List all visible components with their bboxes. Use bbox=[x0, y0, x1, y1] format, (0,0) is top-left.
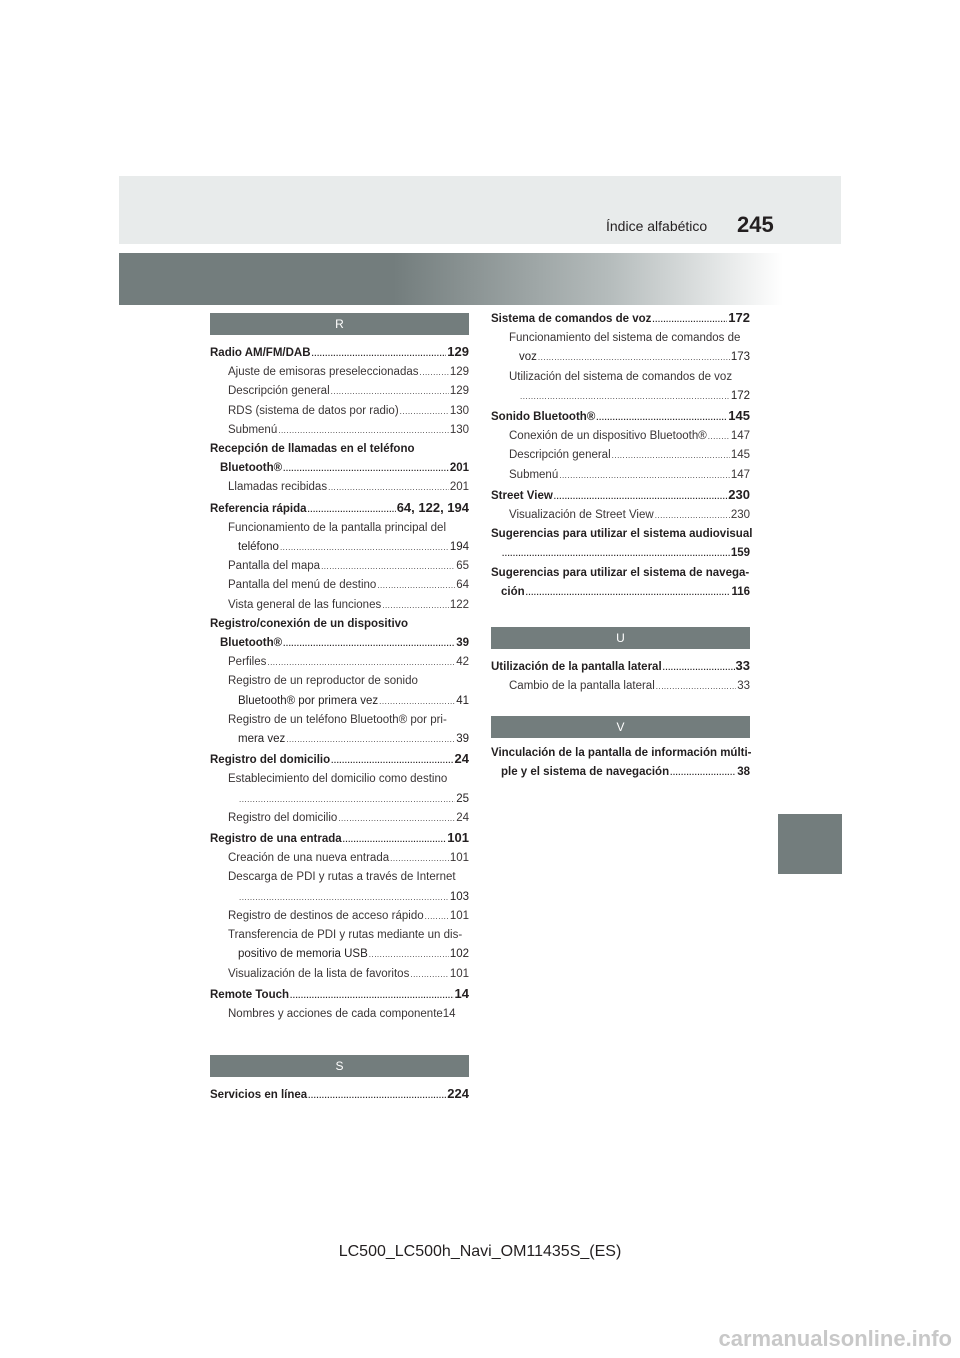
index-entry[interactable] bbox=[210, 634, 469, 653]
index-entry[interactable] bbox=[491, 656, 750, 677]
leader-dots bbox=[382, 596, 449, 615]
entry-label: Pantalla del mapa bbox=[228, 560, 321, 573]
entry-label: Nombres y acciones de cada componente14 bbox=[228, 1007, 456, 1020]
index-entry[interactable] bbox=[491, 583, 750, 602]
index-list-v bbox=[491, 744, 750, 782]
leader-dots bbox=[331, 751, 453, 770]
index-entry[interactable] bbox=[210, 498, 469, 519]
entry-page-number: 39 bbox=[456, 637, 469, 650]
index-entry[interactable] bbox=[210, 984, 469, 1005]
entry-page-number: 103 bbox=[449, 890, 469, 903]
index-subentry[interactable] bbox=[210, 770, 469, 789]
leader-dots bbox=[338, 809, 455, 828]
entry-label: Descripción general bbox=[228, 385, 330, 398]
index-subentry[interactable] bbox=[491, 348, 750, 367]
entry-page-number: 230 bbox=[728, 486, 750, 502]
entry-label: Registro/conexión de un dispositivo bbox=[210, 617, 409, 630]
leader-dots bbox=[526, 583, 731, 602]
leader-dots bbox=[520, 387, 730, 406]
index-entry[interactable] bbox=[491, 525, 753, 544]
entry-label: Sonido Bluetooth® bbox=[491, 411, 596, 424]
leader-dots bbox=[670, 763, 736, 782]
page-number: 245 bbox=[737, 212, 774, 237]
document-footer: LC500_LC500h_Navi_OM11435S_(ES) bbox=[338, 1243, 622, 1260]
index-subentry[interactable] bbox=[210, 672, 469, 691]
entry-page-number: 145 bbox=[730, 449, 750, 462]
entry-page-number: 24 bbox=[454, 751, 469, 767]
entry-label: mera vez bbox=[238, 733, 286, 746]
index-entry[interactable] bbox=[210, 749, 469, 770]
entry-page-number: 173 bbox=[730, 351, 750, 364]
index-subentry[interactable] bbox=[491, 446, 750, 465]
entry-label: Registro del domicilio bbox=[228, 811, 338, 824]
entry-label: positivo de memoria USB bbox=[238, 948, 368, 961]
index-subentry[interactable] bbox=[210, 790, 469, 809]
index-subentry[interactable] bbox=[210, 421, 469, 440]
entry-page-number: 101 bbox=[449, 852, 469, 865]
leader-dots bbox=[655, 506, 730, 525]
entry-label: Registro de destinos de acceso rápido bbox=[228, 909, 424, 922]
index-subentry[interactable] bbox=[210, 402, 469, 421]
section-header-v: V bbox=[491, 716, 750, 738]
index-entry[interactable] bbox=[210, 459, 469, 478]
entry-page-number: 130 bbox=[449, 423, 469, 436]
entry-page-number: 33 bbox=[737, 680, 750, 693]
leader-dots bbox=[708, 427, 730, 446]
leader-dots bbox=[400, 402, 449, 421]
entry-page-number: 33 bbox=[735, 658, 750, 673]
leader-dots bbox=[596, 408, 727, 427]
section-gradient-band bbox=[119, 253, 841, 305]
header-title: Índice alfabético bbox=[606, 218, 708, 234]
index-entry[interactable] bbox=[210, 615, 469, 634]
watermark: carmanualsonline.info bbox=[718, 1326, 952, 1351]
leader-dots bbox=[331, 382, 449, 401]
entry-page-number: 14 bbox=[454, 985, 469, 1001]
entry-page-number: 25 bbox=[456, 792, 469, 805]
index-subentry[interactable] bbox=[210, 711, 469, 730]
entry-page-number: 147 bbox=[730, 430, 750, 443]
entry-page-number: 159 bbox=[730, 547, 750, 560]
index-entry[interactable] bbox=[491, 763, 750, 782]
index-entry[interactable] bbox=[210, 342, 469, 363]
index-subentry[interactable] bbox=[210, 888, 469, 907]
leader-dots bbox=[559, 466, 730, 485]
entry-label: Creación de una nueva entrada bbox=[228, 852, 390, 865]
leader-dots bbox=[379, 692, 455, 711]
entry-label: Descripción general bbox=[509, 449, 611, 462]
index-subentry[interactable] bbox=[210, 926, 469, 945]
index-entry[interactable] bbox=[491, 406, 750, 427]
index-subentry[interactable] bbox=[491, 329, 750, 348]
leader-dots bbox=[278, 421, 449, 440]
leader-dots bbox=[280, 538, 449, 557]
entry-label: Submenú bbox=[228, 423, 278, 436]
index-entry[interactable] bbox=[491, 485, 750, 506]
index-subentry[interactable] bbox=[210, 596, 469, 615]
index-subentry[interactable] bbox=[491, 677, 750, 696]
entry-label: Remote Touch bbox=[210, 988, 290, 1001]
index-subentry[interactable] bbox=[210, 382, 469, 401]
index-subentry[interactable] bbox=[210, 519, 469, 538]
index-subentry[interactable] bbox=[210, 538, 469, 557]
leader-dots bbox=[308, 500, 396, 519]
index-list-s bbox=[210, 1084, 469, 1105]
entry-label: Vista general de las funciones bbox=[228, 598, 382, 611]
entry-label: Referencia rápida bbox=[210, 502, 307, 515]
index-entry[interactable] bbox=[491, 308, 750, 329]
entry-label: Conexión de un dispositivo Bluetooth® bbox=[509, 430, 707, 443]
index-subentry[interactable] bbox=[210, 945, 469, 964]
leader-dots bbox=[425, 907, 449, 926]
entry-label: Perfiles bbox=[228, 656, 267, 669]
entry-label: Sistema de comandos de voz bbox=[491, 313, 652, 325]
entry-page-number: 129 bbox=[447, 344, 469, 359]
leader-dots bbox=[283, 634, 455, 653]
entry-page-number: 42 bbox=[456, 656, 469, 669]
index-entry[interactable] bbox=[210, 828, 469, 849]
entry-label: Bluetooth® bbox=[220, 462, 283, 475]
entry-label: Registro de un reproductor de sonido bbox=[228, 675, 418, 688]
entry-label: Transferencia de PDI y rutas mediante un dis- bbox=[228, 929, 463, 942]
index-subentry[interactable] bbox=[210, 1005, 469, 1024]
entry-label: Submenú bbox=[509, 468, 559, 481]
entry-label: Vinculación de la pantalla de información múlti- bbox=[491, 747, 752, 759]
entry-label: ción bbox=[501, 585, 525, 598]
entry-label: Sugerencias para utilizar el sistema audiovisual bbox=[491, 528, 753, 541]
entry-label: ple y el sistema de navegación bbox=[501, 766, 670, 779]
leader-dots bbox=[369, 945, 449, 964]
entry-label: Servicios en línea bbox=[210, 1089, 308, 1101]
leader-dots bbox=[286, 730, 455, 749]
index-entry[interactable] bbox=[491, 564, 750, 583]
leader-dots bbox=[308, 1086, 446, 1105]
leader-dots bbox=[290, 986, 454, 1005]
entry-page-number: 122 bbox=[449, 598, 469, 611]
index-subentry[interactable] bbox=[210, 557, 469, 576]
entry-label: Street View bbox=[491, 489, 553, 502]
entry-label: teléfono bbox=[238, 541, 279, 554]
entry-page-number: 130 bbox=[449, 404, 469, 417]
entry-label: Visualización de la lista de favoritos bbox=[228, 967, 410, 980]
entry-page-number: 201 bbox=[449, 481, 469, 494]
entry-page-number: 129 bbox=[449, 366, 469, 379]
index-subentry[interactable] bbox=[210, 849, 469, 868]
index-entry[interactable] bbox=[210, 1084, 469, 1105]
entry-page-number: 101 bbox=[449, 967, 469, 980]
leader-dots bbox=[239, 888, 449, 907]
index-subentry[interactable] bbox=[210, 692, 469, 711]
chapter-side-tab bbox=[778, 814, 842, 874]
section-header-u: U bbox=[491, 627, 750, 649]
entry-page-number: 201 bbox=[449, 462, 469, 475]
entry-page-number: 24 bbox=[456, 811, 469, 824]
entry-label: Registro del domicilio bbox=[210, 754, 331, 767]
index-subentry[interactable] bbox=[210, 868, 469, 887]
index-subentry[interactable] bbox=[491, 506, 750, 525]
entry-page-number: 41 bbox=[456, 694, 469, 707]
entry-label: Radio AM/FM/DAB bbox=[210, 347, 311, 359]
index-subentry[interactable] bbox=[210, 965, 469, 984]
entry-page-number: 39 bbox=[456, 733, 469, 746]
leader-dots bbox=[283, 459, 449, 478]
entry-page-number: 129 bbox=[449, 385, 469, 398]
leader-dots bbox=[410, 965, 448, 984]
leader-dots bbox=[239, 790, 455, 809]
entry-label: Sugerencias para utilizar el sistema de navega- bbox=[491, 566, 750, 579]
entry-label: Pantalla del menú de destino bbox=[228, 579, 377, 592]
leader-dots bbox=[538, 348, 730, 367]
index-subentry[interactable] bbox=[491, 368, 750, 387]
entry-label: Descarga de PDI y rutas a través de Internet bbox=[228, 871, 456, 884]
leader-dots bbox=[321, 557, 455, 576]
entry-page-number: 224 bbox=[447, 1086, 469, 1101]
entry-page-number: 172 bbox=[728, 310, 750, 325]
index-subentry[interactable] bbox=[210, 907, 469, 926]
index-subentry[interactable] bbox=[210, 809, 469, 828]
entry-page-number: 116 bbox=[731, 585, 750, 598]
index-list-u bbox=[491, 656, 750, 696]
entry-label: voz bbox=[519, 351, 537, 364]
index-subentry[interactable] bbox=[491, 387, 750, 406]
index-entry[interactable] bbox=[210, 440, 469, 459]
index-subentry[interactable] bbox=[491, 427, 750, 446]
leader-dots bbox=[663, 658, 735, 677]
entry-label: Registro de una entrada bbox=[210, 833, 342, 846]
leader-dots bbox=[267, 653, 455, 672]
entry-label: Bluetooth® por primera vez bbox=[238, 694, 379, 707]
leader-dots bbox=[390, 849, 449, 868]
entry-label: Establecimiento del domicilio como destino bbox=[228, 773, 448, 786]
index-subentry[interactable] bbox=[210, 363, 469, 382]
section-header-s: S bbox=[210, 1055, 469, 1077]
entry-label: Registro de un teléfono Bluetooth® por pri- bbox=[228, 713, 447, 726]
entry-label: Utilización de la pantalla lateral bbox=[491, 661, 662, 673]
index-entry[interactable] bbox=[491, 544, 750, 563]
entry-page-number: 102 bbox=[449, 948, 469, 961]
index-subentry[interactable] bbox=[210, 576, 469, 595]
index-subentry[interactable] bbox=[210, 478, 469, 497]
entry-page-number: 101 bbox=[449, 909, 469, 922]
entry-label: RDS (sistema de datos por radio) bbox=[228, 404, 399, 417]
entry-page-number: 172 bbox=[730, 389, 750, 402]
entry-page-number: 64 bbox=[456, 579, 469, 592]
entry-label: Funcionamiento de la pantalla principal del bbox=[228, 521, 447, 534]
leader-dots bbox=[502, 544, 730, 563]
section-header-r: R bbox=[210, 313, 469, 335]
entry-page-number: 38 bbox=[737, 766, 750, 779]
entry-page-number: 65 bbox=[456, 560, 469, 573]
entry-label: Llamadas recibidas bbox=[228, 481, 328, 494]
leader-dots bbox=[420, 363, 449, 382]
entry-label: Ajuste de emisoras preseleccionadas bbox=[228, 366, 419, 379]
entry-page-number: 145 bbox=[728, 408, 750, 424]
entry-label: Utilización del sistema de comandos de voz bbox=[509, 370, 733, 383]
entry-page-number: 230 bbox=[730, 509, 750, 522]
entry-page-number: 64, 122, 194 bbox=[396, 499, 469, 515]
entry-label: Funcionamiento del sistema de comandos de bbox=[509, 332, 741, 345]
entry-label: Bluetooth® bbox=[220, 637, 283, 650]
entry-label: Recepción de llamadas en el teléfono bbox=[210, 443, 415, 456]
index-list-r bbox=[210, 342, 469, 1024]
index-entry[interactable] bbox=[491, 744, 750, 763]
entry-page-number: 194 bbox=[449, 541, 469, 554]
leader-dots bbox=[554, 487, 728, 506]
index-subentry[interactable] bbox=[210, 730, 469, 749]
index-list-s-cont bbox=[491, 308, 753, 602]
index-subentry[interactable] bbox=[210, 653, 469, 672]
leader-dots bbox=[656, 677, 736, 696]
entry-page-number: 147 bbox=[730, 468, 750, 481]
leader-dots bbox=[312, 344, 447, 363]
leader-dots bbox=[612, 446, 730, 465]
entry-page-number: 101 bbox=[447, 830, 469, 846]
leader-dots bbox=[328, 478, 449, 497]
entry-label: Cambio de la pantalla lateral bbox=[509, 680, 655, 693]
leader-dots bbox=[343, 830, 447, 849]
index-subentry[interactable] bbox=[491, 466, 750, 485]
leader-dots bbox=[377, 576, 455, 595]
entry-label: Visualización de Street View bbox=[509, 509, 654, 522]
leader-dots bbox=[652, 310, 727, 329]
header-band bbox=[119, 176, 841, 244]
